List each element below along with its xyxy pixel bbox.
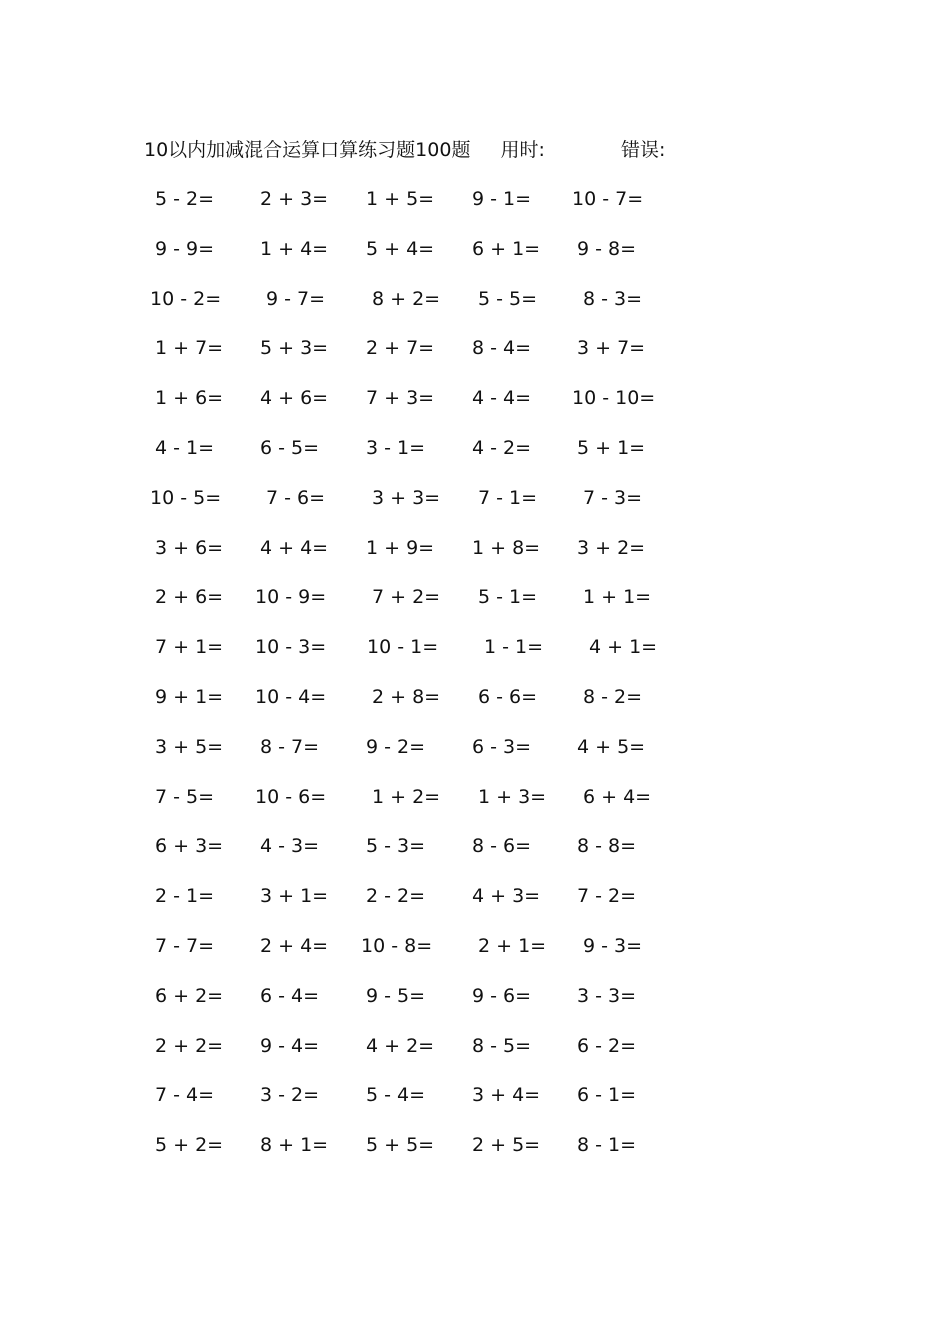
problem-cell: 9 + 1=	[155, 685, 224, 708]
worksheet-title: 10以内加减混合运算口算练习题100题	[144, 139, 471, 161]
problem-row	[0, 1082, 950, 1132]
problem-row	[0, 535, 950, 585]
problem-cell: 9 - 2=	[366, 735, 426, 758]
problem-cell: 10 - 4=	[255, 685, 327, 708]
problem-grid	[0, 186, 950, 1182]
problem-cell: 9 - 9=	[155, 237, 215, 260]
problem-row	[0, 335, 950, 385]
problem-cell: 5 - 5=	[478, 287, 538, 310]
problem-cell: 8 - 3=	[583, 287, 643, 310]
problem-cell: 2 - 1=	[155, 885, 215, 908]
problem-cell: 6 + 3=	[155, 835, 224, 858]
problem-cell: 10 - 5=	[150, 486, 222, 509]
problem-row	[0, 186, 950, 236]
problem-cell: 10 - 2=	[150, 287, 222, 310]
problem-cell: 7 - 4=	[155, 1084, 215, 1107]
problem-cell: 9 - 4=	[260, 1034, 320, 1057]
problem-cell: 4 - 3=	[260, 835, 320, 858]
problem-cell: 6 - 6=	[478, 685, 538, 708]
problem-cell: 2 + 4=	[260, 934, 329, 957]
problem-cell: 10 - 7=	[572, 188, 644, 210]
problem-cell: 8 - 6=	[472, 835, 532, 858]
problem-cell: 5 - 3=	[366, 835, 426, 858]
problem-cell: 3 - 3=	[577, 984, 637, 1007]
problem-cell: 5 + 1=	[577, 436, 646, 459]
problem-row	[0, 286, 950, 336]
problem-cell: 8 - 5=	[472, 1034, 532, 1057]
problem-cell: 2 + 1=	[478, 934, 547, 957]
problem-cell: 1 + 9=	[366, 536, 435, 559]
problem-cell: 8 + 1=	[260, 1134, 329, 1157]
problem-cell: 3 + 6=	[155, 536, 224, 559]
problem-cell: 8 - 4=	[472, 337, 532, 360]
problem-cell: 5 + 5=	[366, 1134, 435, 1157]
problem-cell: 8 - 8=	[577, 835, 637, 858]
problem-cell: 6 - 1=	[577, 1084, 637, 1107]
problem-cell: 10 - 9=	[255, 586, 327, 609]
problem-cell: 7 - 3=	[583, 486, 643, 509]
problem-cell: 1 + 6=	[155, 387, 224, 410]
problem-cell: 3 + 5=	[155, 735, 224, 758]
problem-cell: 9 - 7=	[266, 287, 326, 310]
problem-cell: 4 - 4=	[472, 387, 532, 410]
problem-cell: 9 - 1=	[472, 188, 532, 210]
problem-cell: 3 - 2=	[260, 1084, 320, 1107]
problem-cell: 1 + 1=	[583, 586, 652, 609]
problem-cell: 8 - 7=	[260, 735, 320, 758]
problem-cell: 2 + 3=	[260, 188, 329, 210]
problem-cell: 9 - 3=	[583, 934, 643, 957]
problem-cell: 4 + 2=	[366, 1034, 435, 1057]
problem-cell: 1 + 3=	[478, 785, 547, 808]
time-used-label: 用时:	[500, 139, 545, 161]
problem-cell: 3 + 7=	[577, 337, 646, 360]
problem-cell: 9 - 6=	[472, 984, 532, 1007]
problem-cell: 10 - 10=	[572, 387, 656, 410]
problem-cell: 8 - 1=	[577, 1134, 637, 1157]
problem-cell: 6 - 3=	[472, 735, 532, 758]
problem-cell: 1 + 2=	[372, 785, 441, 808]
problem-row	[0, 1132, 950, 1182]
problem-cell: 1 + 5=	[366, 188, 435, 210]
problem-row	[0, 883, 950, 933]
problem-cell: 2 + 7=	[366, 337, 435, 360]
problem-cell: 10 - 6=	[255, 785, 327, 808]
problem-cell: 4 + 5=	[577, 735, 646, 758]
problem-cell: 1 + 8=	[472, 536, 541, 559]
problem-cell: 7 - 5=	[155, 785, 215, 808]
problem-cell: 4 + 6=	[260, 387, 329, 410]
problem-cell: 1 + 4=	[260, 237, 329, 260]
problem-cell: 5 + 4=	[366, 237, 435, 260]
problem-cell: 7 - 2=	[577, 885, 637, 908]
problem-row	[0, 734, 950, 784]
problem-row	[0, 385, 950, 435]
problem-cell: 10 - 8=	[361, 934, 433, 957]
problem-cell: 4 - 2=	[472, 436, 532, 459]
problem-cell: 8 + 2=	[372, 287, 441, 310]
problem-cell: 10 - 3=	[255, 636, 327, 659]
problem-cell: 6 - 4=	[260, 984, 320, 1007]
problem-cell: 3 + 3=	[372, 486, 441, 509]
problem-row	[0, 435, 950, 485]
problem-cell: 5 - 1=	[478, 586, 538, 609]
problem-cell: 6 + 1=	[472, 237, 541, 260]
problem-cell: 7 - 1=	[478, 486, 538, 509]
problem-cell: 2 + 5=	[472, 1134, 541, 1157]
problem-cell: 3 + 2=	[577, 536, 646, 559]
problem-cell: 1 - 1=	[484, 636, 544, 659]
problem-row	[0, 933, 950, 983]
problem-cell: 6 - 2=	[577, 1034, 637, 1057]
problem-cell: 9 - 5=	[366, 984, 426, 1007]
problem-cell: 5 - 2=	[155, 188, 215, 210]
problem-cell: 1 + 7=	[155, 337, 224, 360]
problem-cell: 4 + 4=	[260, 536, 329, 559]
problem-cell: 5 + 3=	[260, 337, 329, 360]
problem-cell: 3 - 1=	[366, 436, 426, 459]
problem-cell: 7 - 7=	[155, 934, 215, 957]
problem-cell: 6 - 5=	[260, 436, 320, 459]
problem-row	[0, 634, 950, 684]
problem-cell: 6 + 4=	[583, 785, 652, 808]
problem-cell: 4 + 3=	[472, 885, 541, 908]
problem-row	[0, 684, 950, 734]
problem-row	[0, 236, 950, 286]
problem-row	[0, 784, 950, 834]
problem-cell: 7 + 3=	[366, 387, 435, 410]
problem-cell: 7 + 1=	[155, 636, 224, 659]
problem-cell: 7 - 6=	[266, 486, 326, 509]
problem-row	[0, 485, 950, 535]
problem-row	[0, 1033, 950, 1083]
problem-cell: 6 + 2=	[155, 984, 224, 1007]
problem-cell: 5 - 4=	[366, 1084, 426, 1107]
error-count-label: 错误:	[620, 139, 666, 161]
problem-cell: 2 - 2=	[366, 885, 426, 908]
worksheet-header	[144, 137, 665, 163]
problem-cell: 2 + 2=	[155, 1034, 224, 1057]
problem-cell: 3 + 1=	[260, 885, 329, 908]
problem-row	[0, 983, 950, 1033]
problem-cell: 2 + 8=	[372, 685, 441, 708]
problem-cell: 2 + 6=	[155, 586, 224, 609]
problem-cell: 4 + 1=	[589, 636, 658, 659]
problem-cell: 10 - 1=	[367, 636, 439, 659]
problem-cell: 5 + 2=	[155, 1134, 224, 1157]
problem-row	[0, 833, 950, 883]
problem-row	[0, 584, 950, 634]
problem-cell: 9 - 8=	[577, 237, 637, 260]
problem-cell: 3 + 4=	[472, 1084, 541, 1107]
problem-cell: 4 - 1=	[155, 436, 215, 459]
problem-cell: 8 - 2=	[583, 685, 643, 708]
problem-cell: 7 + 2=	[372, 586, 441, 609]
